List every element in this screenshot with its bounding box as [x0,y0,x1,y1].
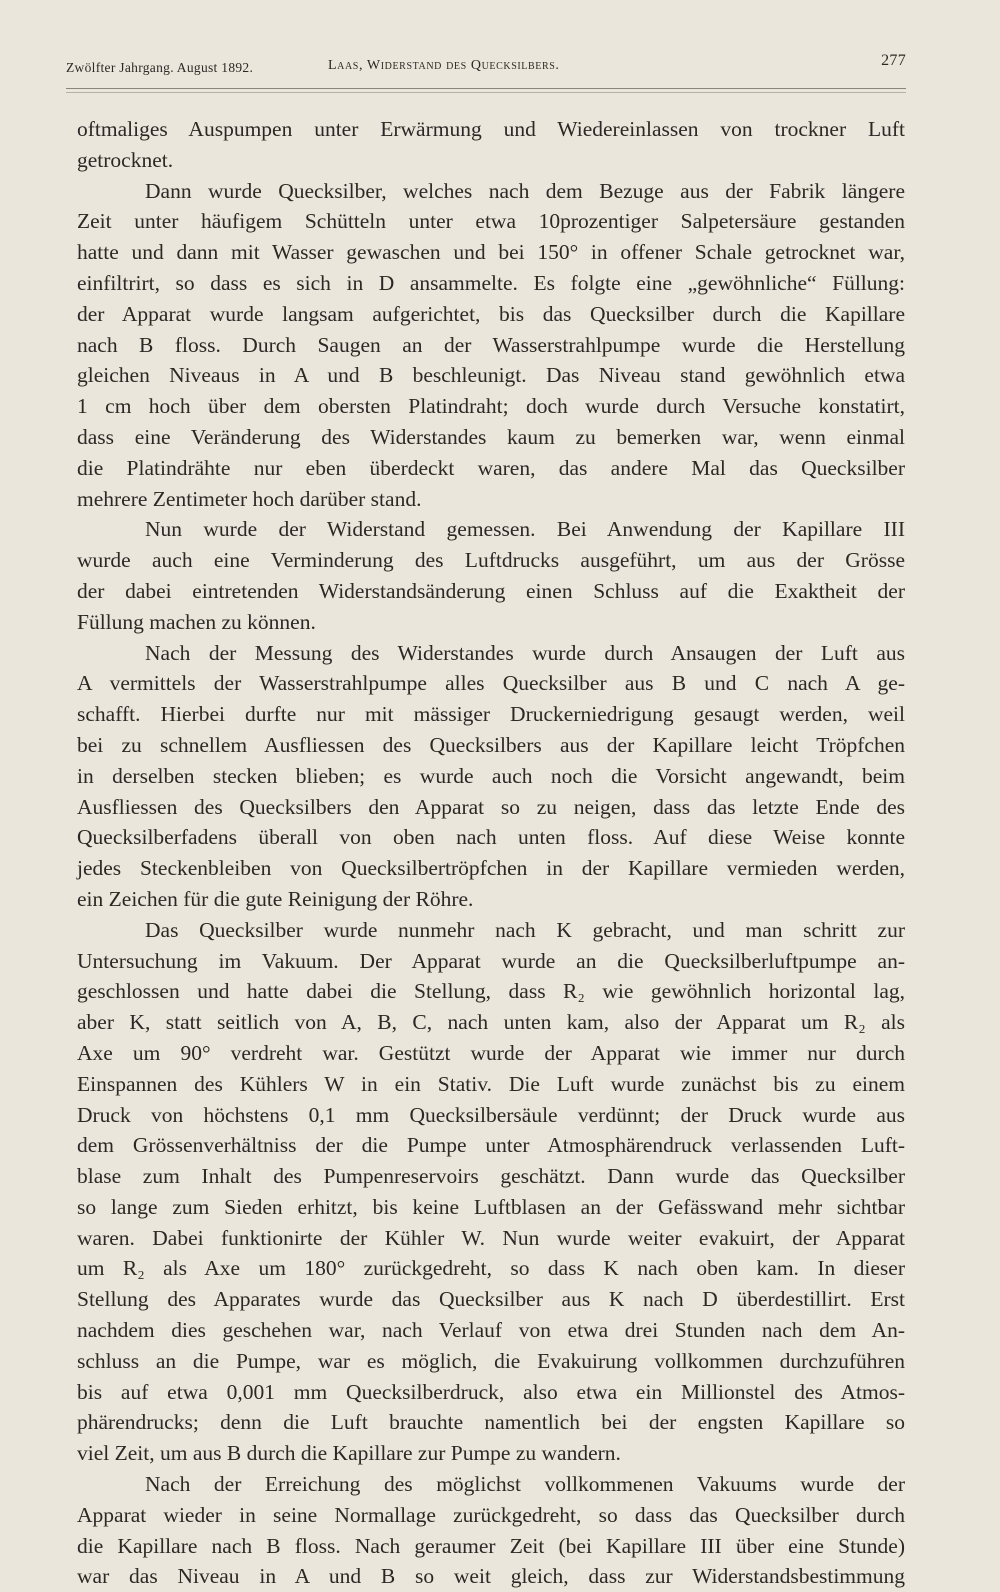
text-line: Zeit unter häufigem Schütteln unter etwa 10prozentiger Salpetersäure gestanden [77,209,905,234]
article-running-title: Laas, Widerstand des Quecksilbers. [328,58,560,73]
text-line: blase zum Inhalt des Pumpenreservoirs geschätzt. Dann wurde das Quecksilber [77,1164,905,1189]
text-line: aber K, statt seitlich von A, B, C, nach unten kam, also der Apparat um R₂ als [77,1010,905,1035]
text-line: die Platindrähte nur eben überdeckt waren, das andere Mal das Quecksilber [77,455,905,480]
text-line: Druck von höchstens 0,1 mm Quecksilbersäule verdünnt; der Druck wurde aus [77,1102,905,1127]
text-line: Einspannen des Kühlers W in ein Stativ. Die Luft wurde zunächst bis zu einem [77,1071,905,1096]
text-line: nachdem dies geschehen war, nach Verlauf von etwa drei Stunden nach dem An- [77,1318,905,1343]
text-line: schafft. Hierbei durfte nur mit mässiger Druckerniedrigung gesaugt werden, weil [77,702,905,727]
text-line: Ausfliessen des Quecksilbers den Apparat so zu neigen, dass das letzte Ende des [77,794,905,819]
text-line: oftmaliges Auspumpen unter Erwärmung und Wiedereinlassen von trockner Luft [77,117,905,141]
text-line: nach B floss. Durch Saugen an der Wasserstrahlpumpe wurde die Herstellung [77,332,905,357]
text-line: ein Zeichen für die gute Reinigung der Röhre. [77,886,474,911]
text-line: Füllung machen zu können. [77,609,316,634]
text-line: Apparat wieder in seine Normallage zurückgedreht, so dass das Quecksilber durch [77,1502,905,1527]
text-line: Nach der Messung des Widerstandes wurde durch Ansaugen der Luft aus [145,640,905,665]
text-line: gleichen Niveaus in A und B beschleunigt. Das Niveau stand gewöhnlich etwa [77,363,905,388]
text-line: Nach der Erreichung des möglichst vollkommenen Vakuums wurde der [145,1472,905,1497]
text-line: dass eine Veränderung des Widerstandes kaum zu bemerken war, wenn einmal [77,424,905,449]
text-line: so lange zum Sieden erhitzt, bis keine Luftblasen an der Gefässwand mehr sichtbar [77,1194,905,1219]
text-line: viel Zeit, um aus B durch die Kapillare zur Pumpe zu wandern. [77,1441,621,1466]
text-line: hatte und dann mit Wasser gewaschen und bei 150° in offener Schale getrocknet war, [77,240,905,265]
text-line: geschlossen und hatte dabei die Stellung, dass R₂ wie gewöhnlich horizontal lag, [77,979,905,1004]
text-line: wurde auch eine Verminderung des Luftdrucks ausgeführt, um aus der Grösse [77,548,905,573]
text-line: Nun wurde der Widerstand gemessen. Bei Anwendung der Kapillare III [145,517,905,542]
body-text [77,114,905,1592]
text-line: dem Grössenverhältniss der die Pumpe unter Atmosphärendruck verlassenden Luft- [77,1133,905,1158]
text-line: bei zu schnellem Ausfliessen des Quecksilbers aus der Kapillare leicht Tröpfchen [77,732,905,757]
text-line: mehrere Zentimeter hoch darüber stand. [77,486,422,511]
text-line: in derselben stecken blieben; es wurde auch noch die Vorsicht angewandt, beim [77,763,905,788]
text-line: getrocknet. [77,147,174,172]
text-line: 1 cm hoch über dem obersten Platindraht; doch wurde durch Versuche konstatirt, [77,394,905,419]
text-line: A vermittels der Wasserstrahlpumpe alles Quecksilber aus B und C nach A ge- [77,671,905,696]
text-line: Dann wurde Quecksilber, welches nach dem Bezuge aus der Fabrik längere [145,178,905,203]
header-rule-secondary [66,92,906,93]
text-line: waren. Dabei funktionirte der Kühler W. Nun wurde weiter evakuirt, der Apparat [77,1225,905,1250]
text-line: der dabei eintretenden Widerstandsänderung einen Schluss auf die Exaktheit der [77,578,905,603]
text-line: einfiltrirt, so dass es sich in D ansammelte. Es folgte eine „gewöhnliche“ Füllung: [77,270,905,295]
text-line: Das Quecksilber wurde nunmehr nach K gebracht, und man schritt zur [145,917,905,942]
text-line: bis auf etwa 0,001 mm Quecksilberdruck, also etwa ein Millionstel des Atmos- [77,1379,905,1404]
text-line: Stellung des Apparates wurde das Quecksilber aus K nach D überdestillirt. Erst [77,1287,905,1312]
text-line: schluss an die Pumpe, war es möglich, die Evakuirung vollkommen durchzuführen [77,1348,905,1373]
header-rule [66,88,906,89]
text-line: die Kapillare nach B floss. Nach geraumer Zeit (bei Kapillare III über eine Stunde) [77,1533,905,1558]
text-line: Axe um 90° verdreht war. Gestützt wurde der Apparat wie immer nur durch [77,1040,905,1065]
text-line: war das Niveau in A und B so weit gleich, dass zur Widerstandsbestimmung [77,1564,905,1589]
journal-issue-label: Zwölfter Jahrgang. August 1892. [66,60,254,75]
text-line: jedes Steckenbleiben von Quecksilbertröpfchen in der Kapillare vermieden werden, [77,856,905,881]
text-line: der Apparat wurde langsam aufgerichtet, bis das Quecksilber durch die Kapillare [77,301,905,326]
text-line: um R₂ als Axe um 180° zurückgedreht, so dass K nach oben kam. In dieser [77,1256,905,1281]
text-line: Untersuchung im Vakuum. Der Apparat wurde an die Quecksilberluftpumpe an- [77,948,905,973]
text-line: Quecksilberfadens überall von oben nach unten floss. Auf diese Weise konnte [77,825,905,850]
text-line: phärendrucks; denn die Luft brauchte namentlich bei der engsten Kapillare so [77,1410,905,1435]
page-number: 277 [881,52,906,69]
running-header [66,52,906,80]
